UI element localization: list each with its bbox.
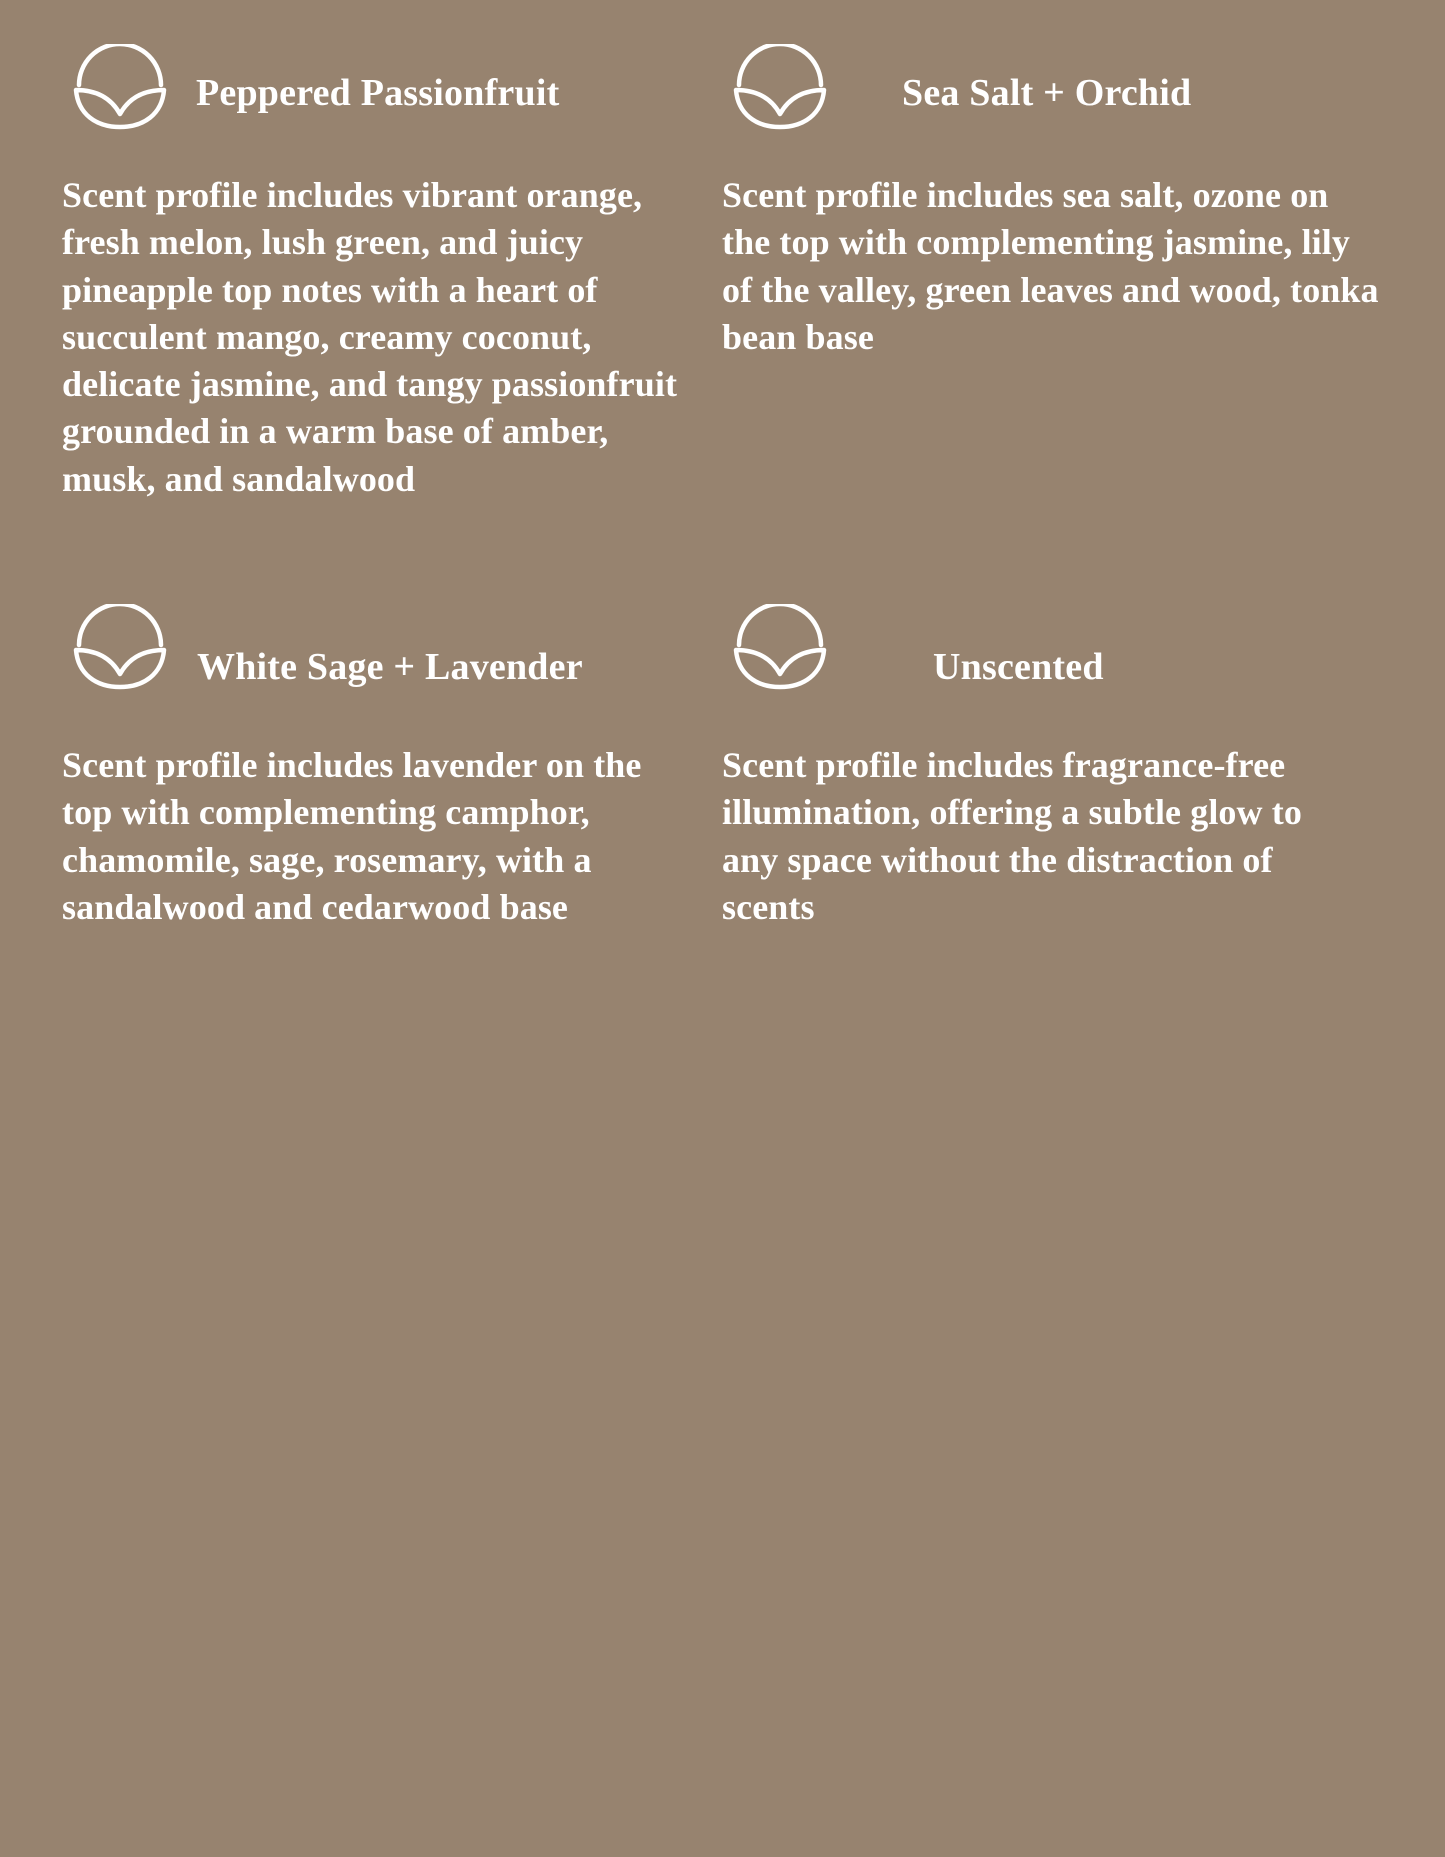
scent-name: Unscented [933,646,1104,688]
scent-description: Scent profile includes fragrance-free illumination, offering a subtle glow to any space without the distraction of scents [722,745,1302,927]
lotus-icon [72,604,168,694]
scent-description: Scent profile includes lavender on the top with complementing camphor, chamomile, sage, rosemary, with a sandalwood and cedarwood base [62,745,642,927]
scent-card-white-sage-lavender [62,604,682,927]
scent-card-header [722,604,1342,704]
scent-card-header [62,604,682,704]
scent-card-peppered-passionfruit [62,44,682,499]
scent-description: Scent profile includes sea salt, ozone on the top with complementing jasmine, lily of the valley, green leaves and wood, tonka bean base [722,175,1379,357]
lotus-icon [72,44,168,134]
lotus-icon [732,44,828,134]
scent-card-header [722,44,1342,144]
scent-name: White Sage + Lavender [197,646,583,688]
scent-card-sea-salt-orchid [722,44,1379,357]
scent-card-header [62,44,682,144]
lotus-icon [732,604,828,694]
scent-name: Sea Salt + Orchid [902,72,1192,114]
scent-description: Scent profile includes vibrant orange, fresh melon, lush green, and juicy pineapple top notes with a heart of succulent mango, creamy coconut, delicate jasmine, and tangy passionfruit grounded in a warm base of amber, musk, and sandalwood [62,175,678,499]
scent-name: Peppered Passionfruit [196,72,560,114]
scent-card-unscented [722,604,1342,927]
